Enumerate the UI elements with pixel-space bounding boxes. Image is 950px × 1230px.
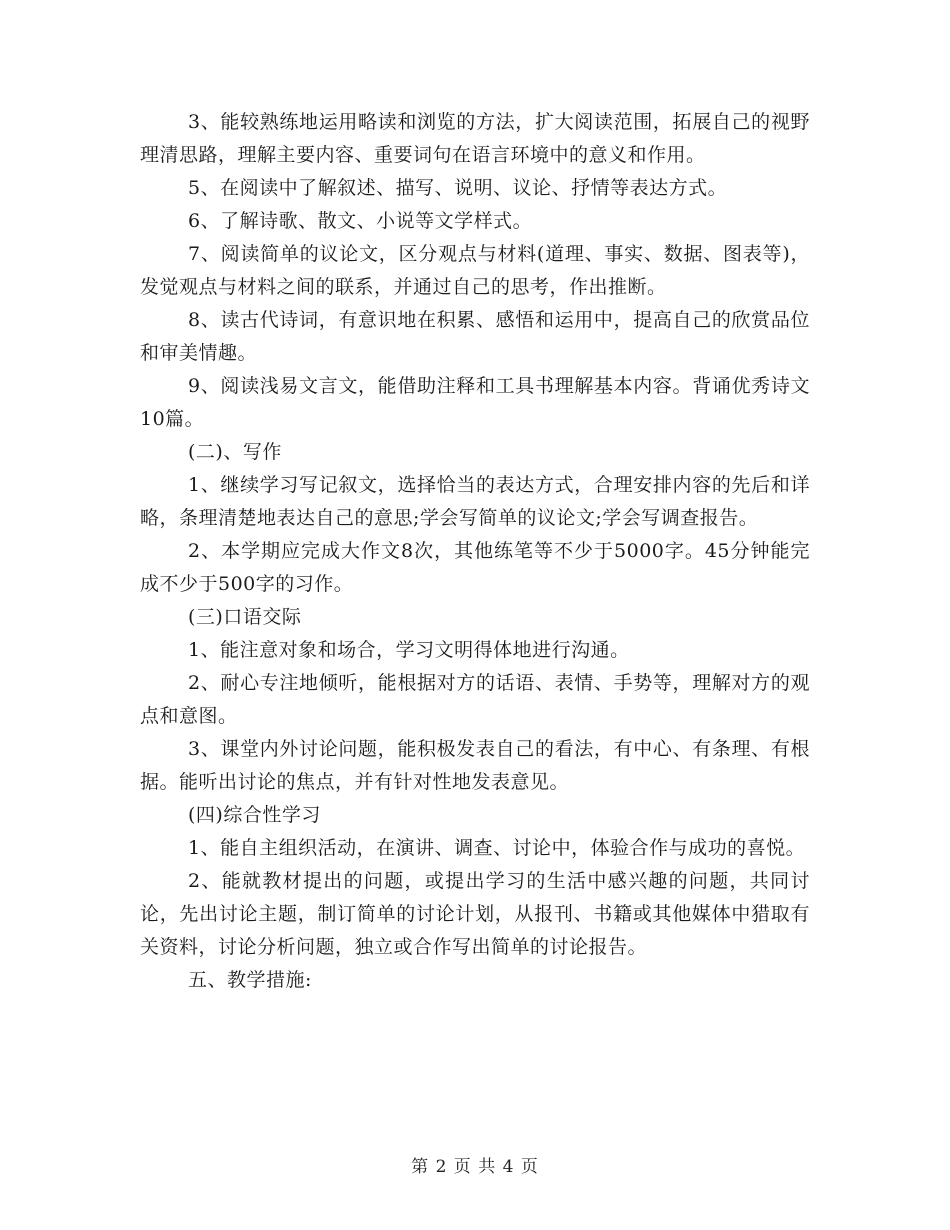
section-heading-writing: (二)、写作	[188, 441, 282, 463]
paragraph-comprehensive-1: 1、能自主组织活动，在演讲、调查、讨论中，体验合作与成功的喜悦。	[188, 837, 806, 859]
paragraph-reading-9: 9、阅读浅易文言文，能借助注释和工具书理解基本内容。背诵优秀诗文10篇。	[140, 375, 810, 430]
paragraph-reading-5: 5、在阅读中了解叙述、描写、说明、议论、抒情等表达方式。	[188, 177, 728, 199]
section-heading-comprehensive: (四)综合性学习	[188, 804, 321, 826]
paragraph-writing-1: 1、继续学习写记叙文，选择恰当的表达方式，合理安排内容的先后和详略，条理清楚地表达自己的意思;学会写简单的议论文;学会写调查报告。	[140, 474, 810, 529]
section-heading-oral: (三)口语交际	[188, 606, 302, 628]
document-body	[140, 106, 810, 997]
page-footer: 第 2 页 共 4 页	[411, 1157, 539, 1177]
section-heading-measures: 五、教学措施:	[188, 969, 312, 991]
paragraph-oral-2: 2、耐心专注地倾听，能根据对方的话语、表情、手势等，理解对方的观点和意图。	[140, 672, 810, 727]
paragraph-reading-3: 3、能较熟练地运用略读和浏览的方法，扩大阅读范围，拓展自己的视野理清思路，理解主要内容、重要词句在语言环境中的意义和作用。	[140, 111, 810, 166]
paragraph-writing-2: 2、本学期应完成大作文8次，其他练笔等不少于5000字。45分钟能完成不少于500字的习作。	[140, 540, 810, 595]
paragraph-oral-3: 3、课堂内外讨论问题，能积极发表自己的看法，有中心、有条理、有根据。能听出讨论的焦点，并有针对性地发表意见。	[140, 738, 810, 793]
paragraph-reading-8: 8、读古代诗词，有意识地在积累、感悟和运用中，提高自己的欣赏品位和审美情趣。	[140, 309, 810, 364]
paragraph-comprehensive-2: 2、能就教材提出的问题，或提出学习的生活中感兴趣的问题，共同讨论，先出讨论主题，制订简单的讨论计划，从报刊、书籍或其他媒体中猎取有关资料，讨论分析问题，独立或合作写出简单的讨论报告。	[140, 870, 810, 958]
paragraph-reading-7: 7、阅读简单的议论文，区分观点与材料(道理、事实、数据、图表等)，发觉观点与材料之间的联系，并通过自己的思考，作出推断。	[140, 243, 810, 298]
paragraph-oral-1: 1、能注意对象和场合，学习文明得体地进行沟通。	[188, 639, 630, 661]
paragraph-reading-6: 6、了解诗歌、散文、小说等文学样式。	[188, 210, 533, 232]
